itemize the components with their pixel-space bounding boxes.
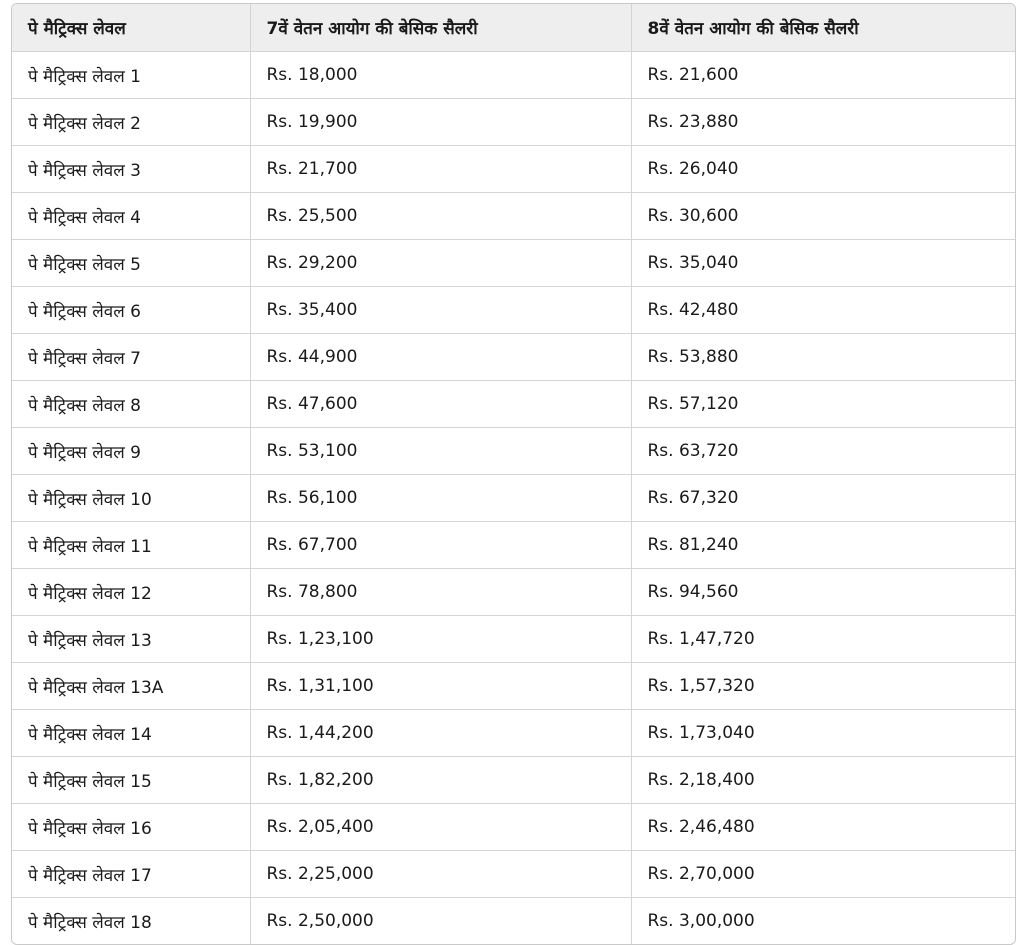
cell-pay-level: पे मैट्रिक्स लेवल 2	[12, 99, 250, 146]
cell-8th-cpc-salary: Rs. 1,73,040	[631, 710, 1015, 757]
cell-8th-cpc-salary: Rs. 2,18,400	[631, 757, 1015, 804]
cell-8th-cpc-salary: Rs. 57,120	[631, 381, 1015, 428]
table-row	[12, 569, 1015, 616]
cell-8th-cpc-salary: Rs. 53,880	[631, 334, 1015, 381]
cell-8th-cpc-salary: Rs. 63,720	[631, 428, 1015, 475]
cell-7th-cpc-salary: Rs. 21,700	[250, 146, 631, 193]
cell-7th-cpc-salary: Rs. 47,600	[250, 381, 631, 428]
cell-7th-cpc-salary: Rs. 29,200	[250, 240, 631, 287]
table-row	[12, 757, 1015, 804]
cell-8th-cpc-salary: Rs. 94,560	[631, 569, 1015, 616]
table-header	[12, 4, 1015, 52]
cell-pay-level: पे मैट्रिक्स लेवल 14	[12, 710, 250, 757]
table-row	[12, 287, 1015, 334]
cell-8th-cpc-salary: Rs. 67,320	[631, 475, 1015, 522]
cell-8th-cpc-salary: Rs. 2,46,480	[631, 804, 1015, 851]
cell-pay-level: पे मैट्रिक्स लेवल 13A	[12, 663, 250, 710]
cell-7th-cpc-salary: Rs. 25,500	[250, 193, 631, 240]
cell-7th-cpc-salary: Rs. 2,05,400	[250, 804, 631, 851]
table-row	[12, 663, 1015, 710]
table-row	[12, 240, 1015, 287]
cell-pay-level: पे मैट्रिक्स लेवल 10	[12, 475, 250, 522]
table-row	[12, 851, 1015, 898]
cell-7th-cpc-salary: Rs. 18,000	[250, 52, 631, 99]
cell-pay-level: पे मैट्रिक्स लेवल 7	[12, 334, 250, 381]
cell-8th-cpc-salary: Rs. 81,240	[631, 522, 1015, 569]
header-pay-matrix-level: पे मैट्रिक्स लेवल	[12, 4, 250, 52]
cell-pay-level: पे मैट्रिक्स लेवल 3	[12, 146, 250, 193]
cell-7th-cpc-salary: Rs. 1,82,200	[250, 757, 631, 804]
cell-8th-cpc-salary: Rs. 1,47,720	[631, 616, 1015, 663]
table-row	[12, 428, 1015, 475]
cell-pay-level: पे मैट्रिक्स लेवल 15	[12, 757, 250, 804]
cell-8th-cpc-salary: Rs. 42,480	[631, 287, 1015, 334]
table-row	[12, 898, 1015, 945]
cell-pay-level: पे मैट्रिक्स लेवल 11	[12, 522, 250, 569]
table-row	[12, 193, 1015, 240]
cell-pay-level: पे मैट्रिक्स लेवल 13	[12, 616, 250, 663]
cell-8th-cpc-salary: Rs. 23,880	[631, 99, 1015, 146]
cell-pay-level: पे मैट्रिक्स लेवल 6	[12, 287, 250, 334]
cell-7th-cpc-salary: Rs. 78,800	[250, 569, 631, 616]
table-row	[12, 710, 1015, 757]
cell-7th-cpc-salary: Rs. 2,25,000	[250, 851, 631, 898]
cell-pay-level: पे मैट्रिक्स लेवल 17	[12, 851, 250, 898]
cell-8th-cpc-salary: Rs. 3,00,000	[647, 911, 755, 931]
salary-table-container	[11, 3, 1016, 945]
table-row	[12, 146, 1015, 193]
cell-7th-cpc-salary: Rs. 1,31,100	[250, 663, 631, 710]
cell-7th-cpc-salary: Rs. 56,100	[250, 475, 631, 522]
table-row	[12, 381, 1015, 428]
table-row	[12, 804, 1015, 851]
cell-pay-level: पे मैट्रिक्स लेवल 9	[12, 428, 250, 475]
cell-7th-cpc-salary: Rs. 44,900	[250, 334, 631, 381]
cell-pay-level: पे मैट्रिक्स लेवल 18	[12, 898, 250, 945]
cell-pay-level: पे मैट्रिक्स लेवल 4	[12, 193, 250, 240]
cell-8th-cpc-salary: Rs. 26,040	[631, 146, 1015, 193]
cell-pay-level: पे मैट्रिक्स लेवल 1	[12, 52, 250, 99]
cell-8th-cpc-salary: Rs. 21,600	[631, 52, 1015, 99]
table-row	[12, 522, 1015, 569]
header-row	[12, 4, 1015, 52]
header-8th-cpc-basic-salary: 8वें वेतन आयोग की बेसिक सैलरी	[631, 4, 1015, 52]
table-row	[12, 334, 1015, 381]
cell-8th-cpc-salary: Rs. 30,600	[631, 193, 1015, 240]
cell-7th-cpc-salary: Rs. 35,400	[250, 287, 631, 334]
table-row	[12, 52, 1015, 99]
cell-8th-cpc-salary: Rs. 1,57,320	[631, 663, 1015, 710]
salary-table	[12, 4, 1015, 944]
cell-7th-cpc-salary: Rs. 19,900	[250, 99, 631, 146]
table-row	[12, 99, 1015, 146]
cell-7th-cpc-salary: Rs. 2,50,000	[250, 898, 631, 945]
table-row	[12, 475, 1015, 522]
header-7th-cpc-basic-salary: 7वें वेतन आयोग की बेसिक सैलरी	[250, 4, 631, 52]
table-row	[12, 616, 1015, 663]
cell-8th-cpc-salary: Rs. 35,040	[631, 240, 1015, 287]
cell-7th-cpc-salary: Rs. 67,700	[250, 522, 631, 569]
cell-7th-cpc-salary: Rs. 1,44,200	[250, 710, 631, 757]
cell-pay-level: पे मैट्रिक्स लेवल 16	[12, 804, 250, 851]
cell-7th-cpc-salary: Rs. 53,100	[250, 428, 631, 475]
cell-pay-level: पे मैट्रिक्स लेवल 12	[12, 569, 250, 616]
cell-7th-cpc-salary: Rs. 1,23,100	[250, 616, 631, 663]
cell-pay-level: पे मैट्रिक्स लेवल 5	[12, 240, 250, 287]
cell-pay-level: पे मैट्रिक्स लेवल 8	[12, 381, 250, 428]
cell-8th-cpc-salary: Rs. 2,70,000	[631, 851, 1015, 898]
table-body	[12, 52, 1015, 945]
